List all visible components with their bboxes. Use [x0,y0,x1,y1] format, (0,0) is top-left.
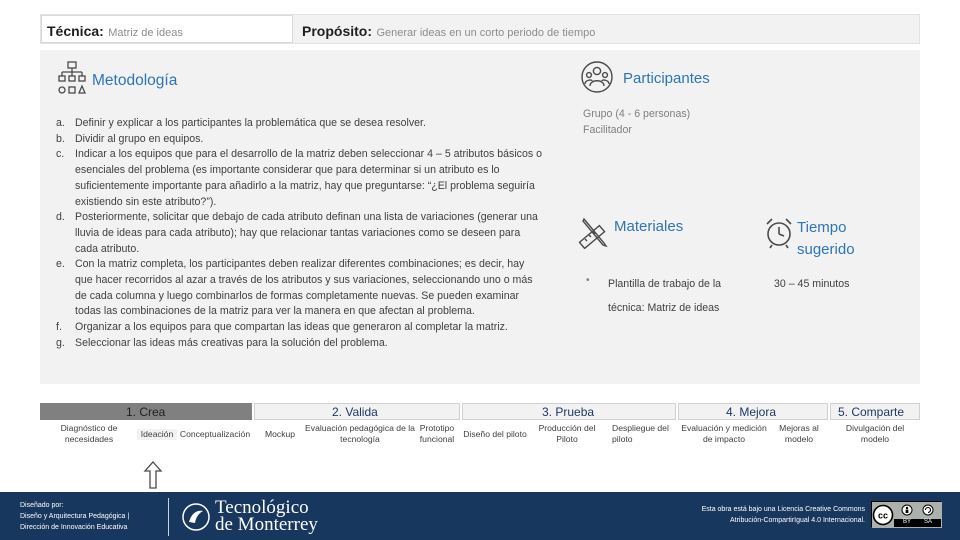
participantes-text [583,106,690,138]
list-item [48,257,543,320]
participantes-line: Grupo (4 - 6 personas) [583,108,691,120]
subphase-item: Diseño del piloto [463,429,527,439]
materiales-item: Plantilla de trabajo de la técnica: Matriz de ideas [608,278,722,314]
cc-label-sa: SA [924,519,933,525]
tec-logo-text [215,499,318,533]
flowchart-icon [58,60,86,96]
list-item [48,210,543,257]
step-text: Organizar a los equipos para que compartan las ideas que generaron al completar la matriz. [75,321,508,334]
credits-line: Diseñado por: [20,502,64,509]
tecnica-value: Matriz de ideas [108,27,183,39]
subphase-item: Producción del Piloto [538,423,596,444]
step-marker: d. [56,211,65,224]
subphase-item: Divulgación del modelo [845,423,905,444]
metodologia-title: Metodología [92,72,178,89]
step-marker: e. [56,258,65,271]
phase-label-mejora: 4. Mejora [726,405,777,419]
participantes-line: Facilitador [583,124,632,136]
subphase-item: Prototipo funcional [419,423,455,444]
subphase-item: Evaluación y medición de impacto [681,423,767,444]
tiempo-title: Tiempo sugerido [797,219,855,258]
phase-label-prueba: 3. Prueba [542,405,595,419]
list-item [48,116,543,132]
step-text: Definir y explicar a los participantes la problemática que se desea resolver. [75,117,426,129]
tecnica-label: Técnica: [47,23,104,39]
step-marker: b. [56,132,65,145]
proposito-field [302,23,595,41]
subphase-item: Diagnóstico de necesidades [60,423,118,444]
footer-divider [168,498,169,536]
subphase-item: Despliegue del piloto [612,423,669,444]
ruler-pencil-icon [576,215,610,249]
credits-line: Dirección de Innovación Educativa [20,524,128,531]
step-marker: c. [56,148,65,161]
tiempo-value: 30 – 45 minutos [774,278,850,290]
license-text [600,504,865,526]
credits [20,500,129,533]
license-line: Esta obra está bajo una Licencia Creative Commons [701,506,865,513]
step-text: Posteriormente, solicitar que debajo de cada atributo definan una lista de variaciones (generar una lluvia de ideas para cada atributo); hay que relacionar tantas variaciones como se deseen para cada atributo. [75,211,538,255]
phase-label-comparte: 5. Comparte [838,405,905,419]
list-item [48,147,543,210]
step-text: Con la matriz completa, los participantes deben realizar diferentes combinaciones; es decir, hay que hacer recorridos al azar a través de los atributos y sus variaciones, seleccionando uno o más de cada columna y luego combinarlos de formas completamente nuevas. Se pueden examinar todas las combinaciones de la matriz para ver la manera en que afectan al problema. [75,258,533,318]
logo-line: Tecnológico [215,497,309,518]
step-text: Indicar a los equipos que para el desarrollo de la matriz deben seleccionar 4 – 5 atributos básicos o esenciales del problema (es importante considerar que para determinar si un atributo es lo suficientemente importante para añadirlo a la matriz, hay que preguntarse: “¿El problema seguiría existiendo sin este atributo?”). [75,148,542,208]
cc-label-by: BY [903,519,912,525]
subphase-item: Ideación [137,429,177,440]
license-line: Atribución-CompartirIgual 4.0 Internacional. [729,517,865,524]
people-icon [580,60,614,94]
list-item [48,336,543,352]
step-marker: f. [56,321,62,334]
alarm-clock-icon [764,215,794,249]
materiales-title: Materiales [614,218,684,235]
svg-text:cc: cc [877,510,889,521]
step-text: Dividir al grupo en equipos. [75,132,204,145]
materiales-bullet: • [586,275,590,286]
proposito-label: Propósito: [302,23,372,39]
step-marker: a. [56,117,65,129]
list-item [48,320,543,336]
list-item [48,132,543,148]
phase-label-crea: 1. Crea [126,405,166,419]
steps-list [48,116,543,352]
cc-by-sa-icon[interactable] [871,501,941,527]
step-marker: g. [56,336,65,349]
subphase-item: Evaluación pedagógica de la tecnología [305,423,415,444]
step-text: Seleccionar las ideas más creativas para la solución del problema. [75,336,388,349]
phase-label-valida: 2. Valida [332,405,378,419]
participantes-title: Participantes [623,70,710,87]
logo-line: de Monterrey [215,514,318,535]
up-arrow-icon [143,460,163,490]
tecnica-field [47,23,183,41]
subphase-item: Mejoras al modelo [779,423,819,444]
subphase-item: Mockup [264,429,296,439]
proposito-value: Generar ideas en un corto periodo de tiempo [376,27,596,39]
credits-line: Diseño y Arquitectura Pedagógica | [20,513,130,520]
subphase-item: Conceptualización [179,429,251,439]
tec-shield-icon [182,502,210,532]
